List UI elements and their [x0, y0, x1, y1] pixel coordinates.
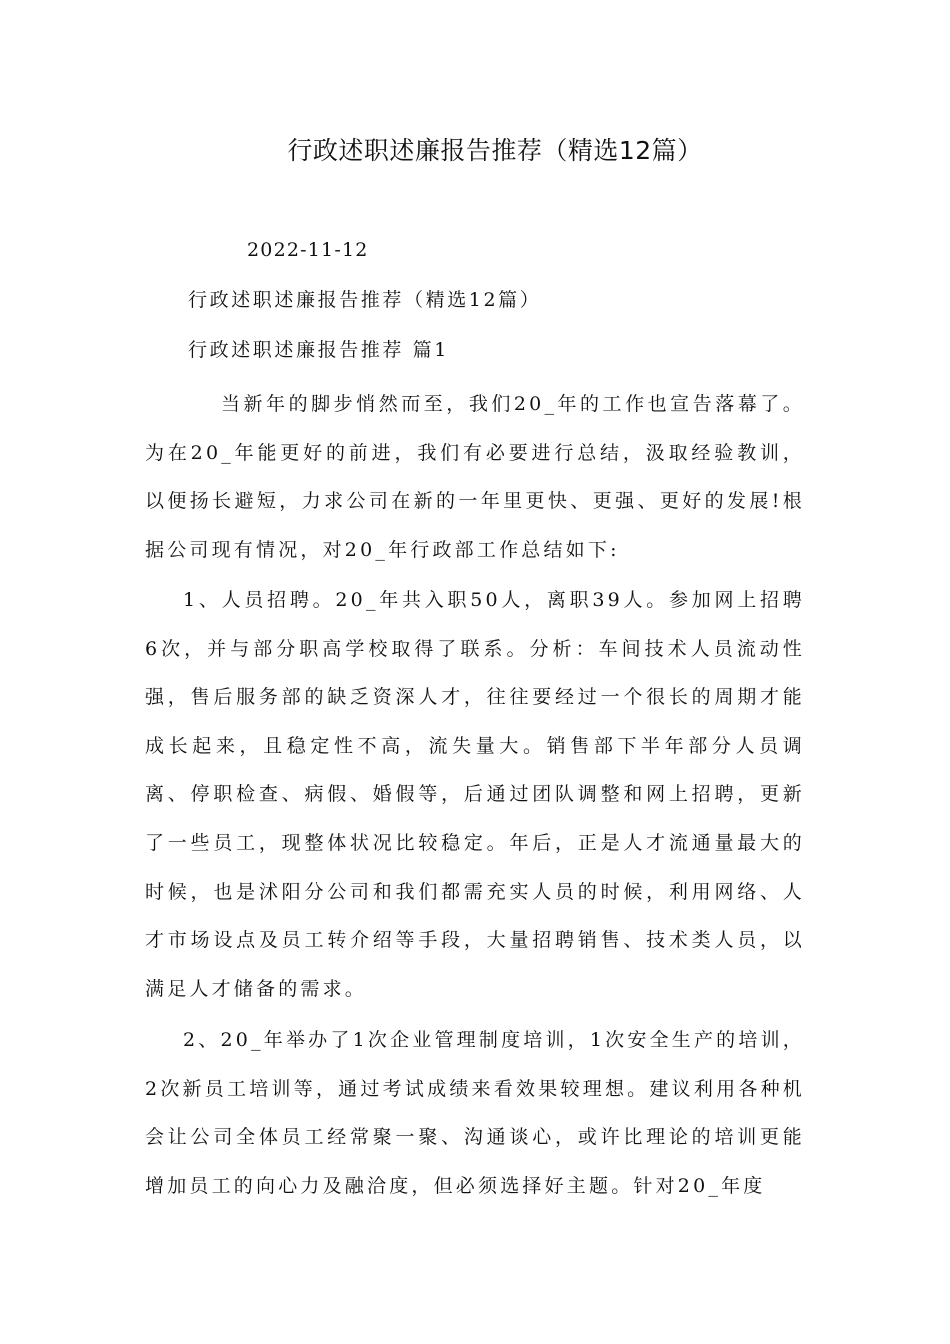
- body-paragraph-training: 2、20_年举办了1次企业管理制度培训，1次安全生产的培训，2次新员工培训等，通过考试成绩来看效果较理想。建议利用各种机会让公司全体员工经常聚一聚、沟通谈心，或许比理论的培训更能增加员工的向心力及融洽度，但必须选择好主题。针对20_年度: [145, 1029, 805, 1197]
- body-paragraph-intro: 当新年的脚步悄然而至，我们20_年的工作也宣告落幕了。为在20_年能更好的前进，我们有必要进行总结，汲取经验教训，以便扬长避短，力求公司在新的一年里更快、更强、更好的发展!根据公司现有情况，对20_年行政部工作总结如下:: [145, 393, 805, 561]
- body-paragraph-recruitment: 1、人员招聘。20_年共入职50人，离职39人。参加网上招聘6次，并与部分职高学校取得了联系。分析：车间技术人员流动性强，售后服务部的缺乏资深人才，往往要经过一个很长的周期才能成长起来，且稳定性不高，流失量大。销售部下半年部分人员调离、停职检查、病假、婚假等，后通过团队调整和网上招聘，更新了一些员工，现整体状况比较稳定。年后，正是人才流通量最大的时候，也是沭阳分公司和我们都需充实人员的时候，利用网络、人才市场设点及员工转介绍等手段，大量招聘销售、技术类人员，以满足人才储备的需求。: [145, 589, 805, 1000]
- document-subtitle: 行政述职述廉报告推荐（精选12篇）: [188, 289, 542, 311]
- document-date: 2022-11-12: [247, 239, 369, 261]
- section-heading: 行政述职述廉报告推荐 篇1: [188, 339, 449, 361]
- document-title: 行政述职述廉报告推荐（精选12篇）: [287, 136, 703, 165]
